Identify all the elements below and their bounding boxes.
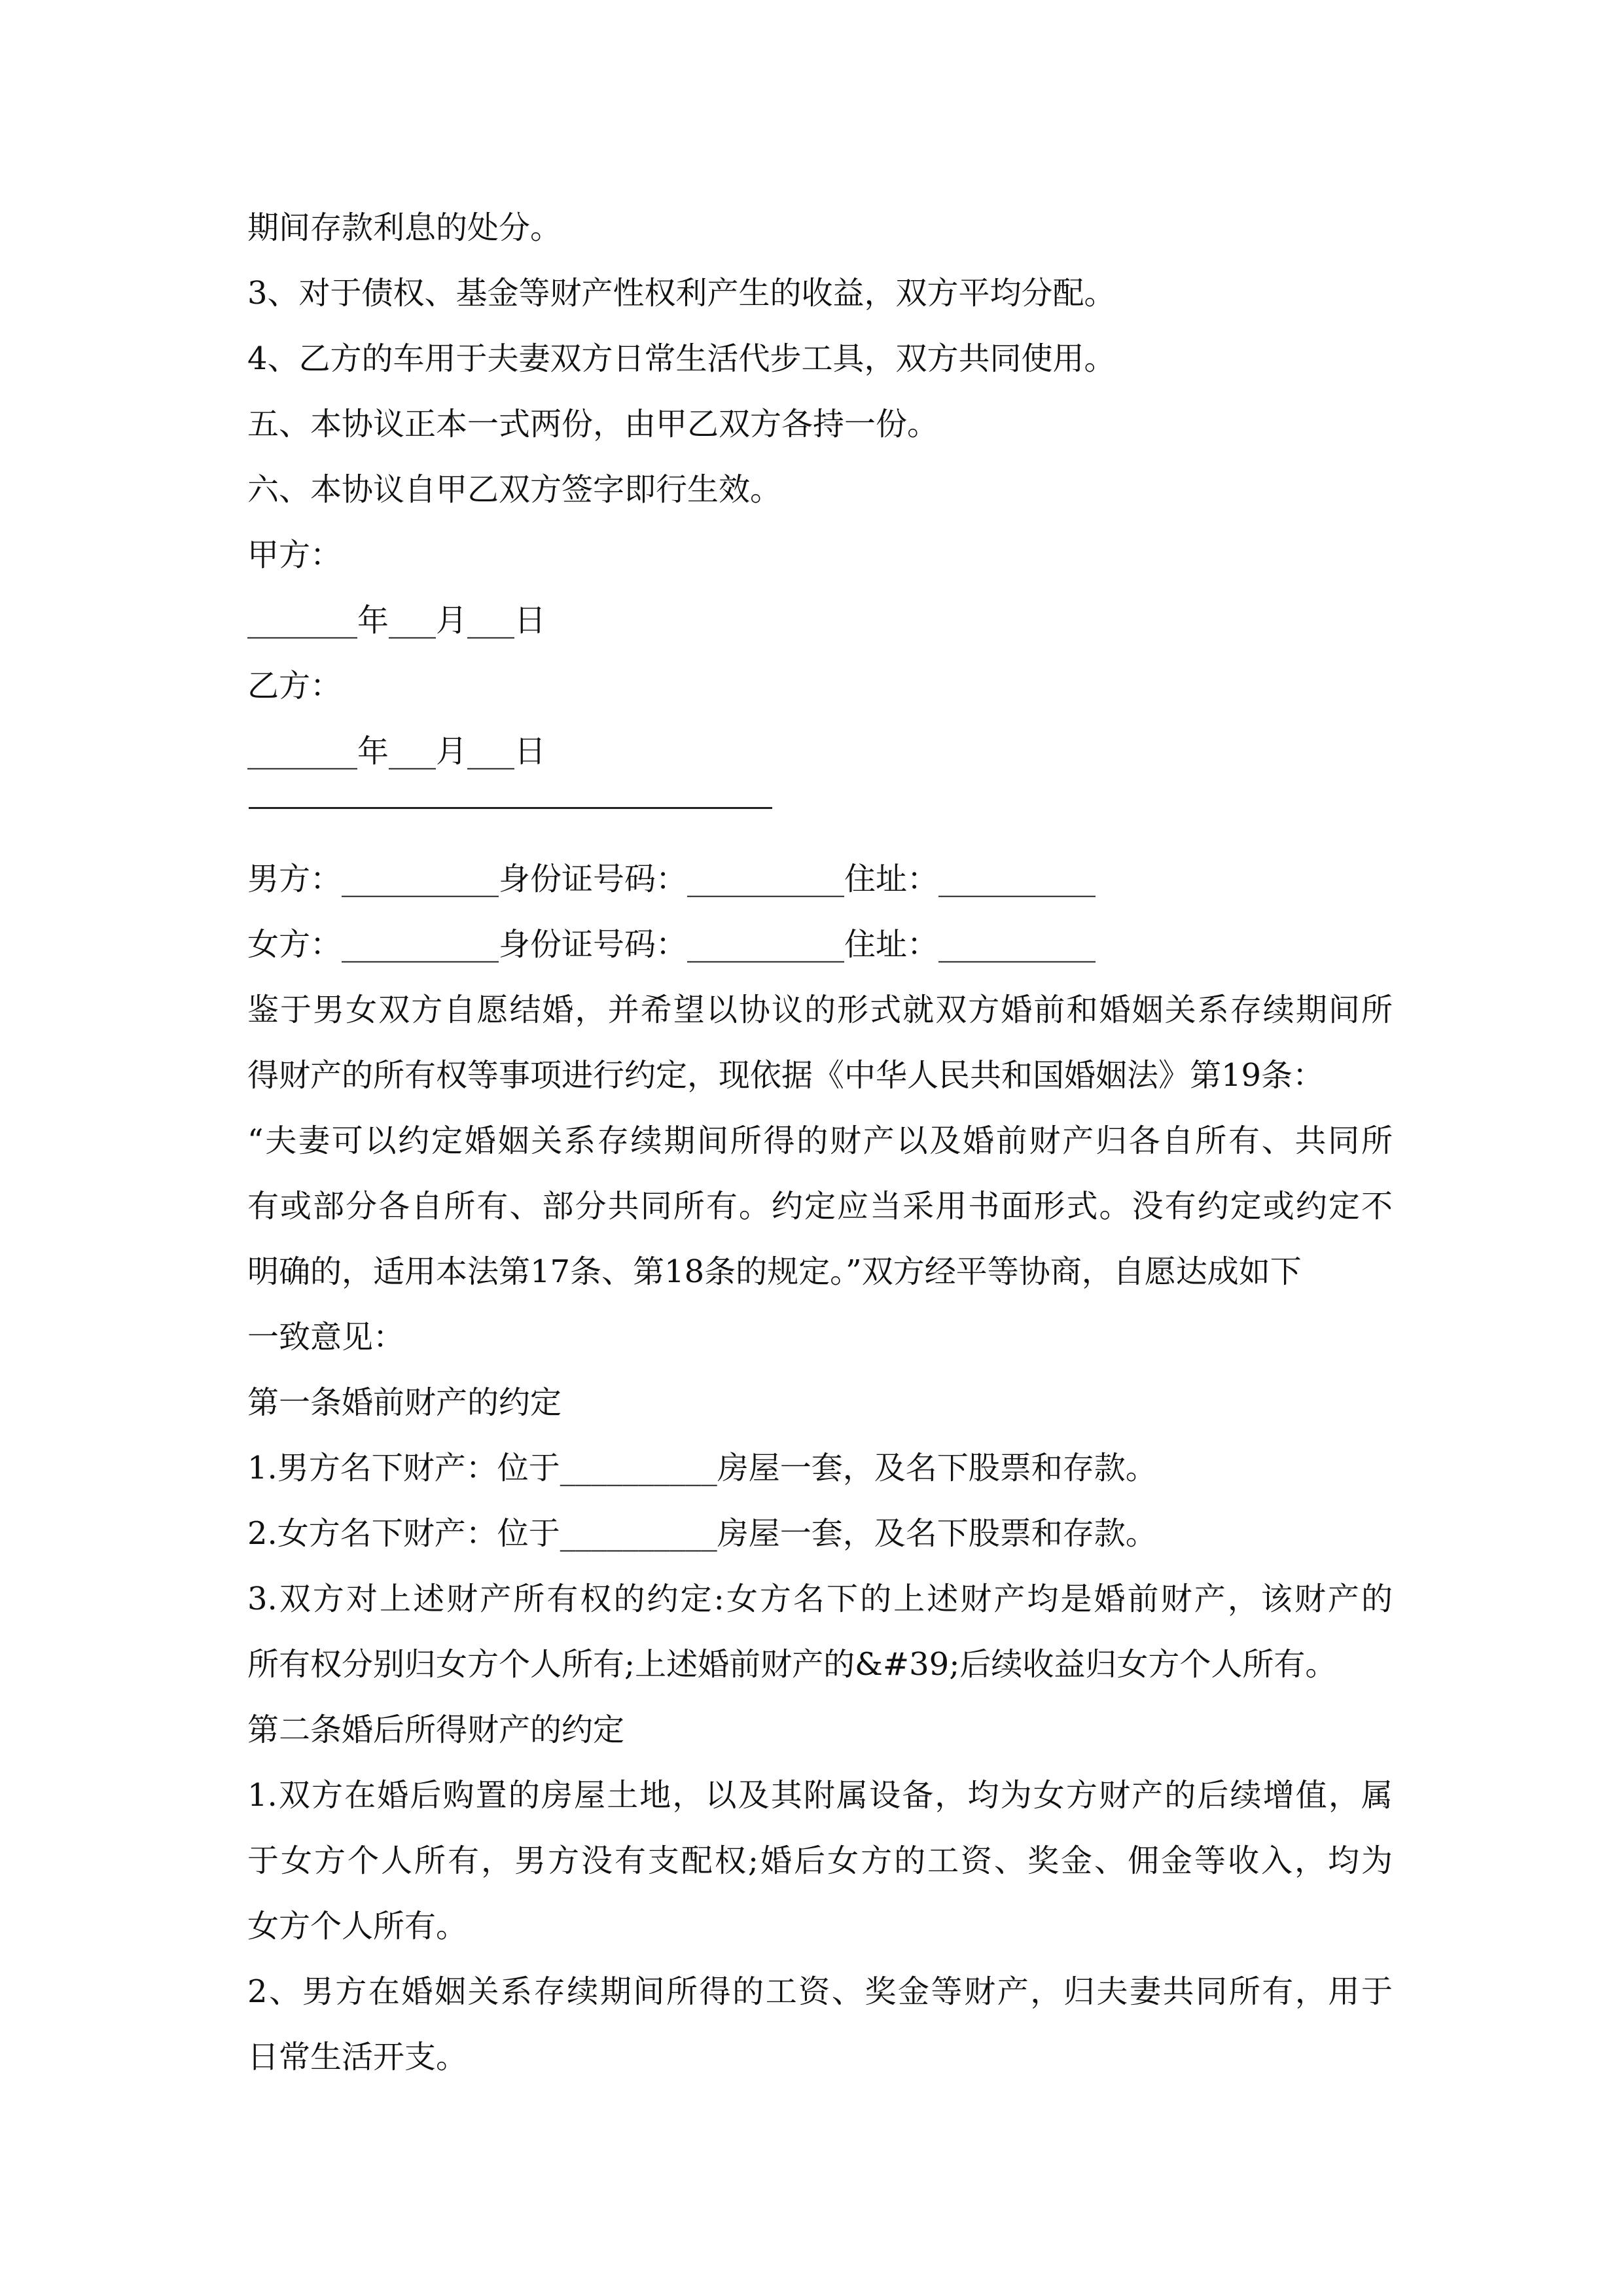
date-blank: _______年___月___日 [247, 602, 546, 639]
text-line: 一致意见： [247, 1319, 405, 1355]
section-heading: 第一条婚前财产的约定 [247, 1384, 562, 1421]
signature-party-b: 乙方： [247, 668, 342, 704]
text-line: 得财产的所有权等事项进行约定，现依据《中华人民共和国婚姻法》第19条： [247, 1057, 1325, 1094]
section-heading: 第二条婚后所得财产的约定 [247, 1712, 625, 1748]
text-line: 1.双方在婚后购置的房屋土地，以及其附属设备，均为女方财产的后续增值，属 [247, 1777, 1393, 1814]
text-line: 3.双方对上述财产所有权的约定:女方名下的上述财产均是婚前财产，该财产的 [247, 1581, 1393, 1617]
text-line: 明确的，适用本法第17条、第18条的规定。”双方经平等协商，自愿达成如下 [247, 1253, 1302, 1290]
section-divider [249, 807, 772, 809]
text-line: 于女方个人所有，男方没有支配权;婚后女方的工资、奖金、佣金等收入，均为 [247, 1842, 1393, 1879]
date-blank: _______年___月___日 [247, 733, 546, 770]
signature-party-a: 甲方： [247, 537, 342, 573]
text-line: 六、本协议自甲乙双方签字即行生效。 [247, 471, 782, 508]
text-line: 日常生活开支。 [247, 2039, 468, 2075]
text-line: 期间存款利息的处分。 [247, 209, 562, 246]
text-line: “夫妻可以约定婚姻关系存续期间所得的财产以及婚前财产归各自所有、共同所 [247, 1122, 1393, 1159]
text-line: 五、本协议正本一式两份，由甲乙双方各持一份。 [247, 406, 939, 442]
text-line: 女方个人所有。 [247, 1908, 468, 1945]
text-line: 鉴于男女双方自愿结婚，并希望以协议的形式就双方婚前和婚姻关系存续期间所 [247, 992, 1393, 1028]
text-line: 1.男方名下财产：位于__________房屋一套，及名下股票和存款。 [247, 1450, 1157, 1486]
text-line: 2.女方名下财产：位于__________房屋一套，及名下股票和存款。 [247, 1515, 1157, 1552]
text-line: 2、男方在婚姻关系存续期间所得的工资、奖金等财产，归夫妻共同所有，用于 [247, 1973, 1393, 2010]
female-party-info: 女方：__________身份证号码：__________住址：__________ [247, 926, 1096, 963]
text-line: 有或部分各自所有、部分共同所有。约定应当采用书面形式。没有约定或约定不 [247, 1188, 1393, 1225]
text-line: 所有权分别归女方个人所有;上述婚前财产的&#39;后续收益归女方个人所有。 [247, 1646, 1337, 1683]
male-party-info: 男方：__________身份证号码：__________住址：__________ [247, 861, 1096, 897]
text-line: 3、对于债权、基金等财产性权利产生的收益，双方平均分配。 [247, 275, 1116, 312]
text-line: 4、乙方的车用于夫妻双方日常生活代步工具，双方共同使用。 [247, 340, 1116, 377]
